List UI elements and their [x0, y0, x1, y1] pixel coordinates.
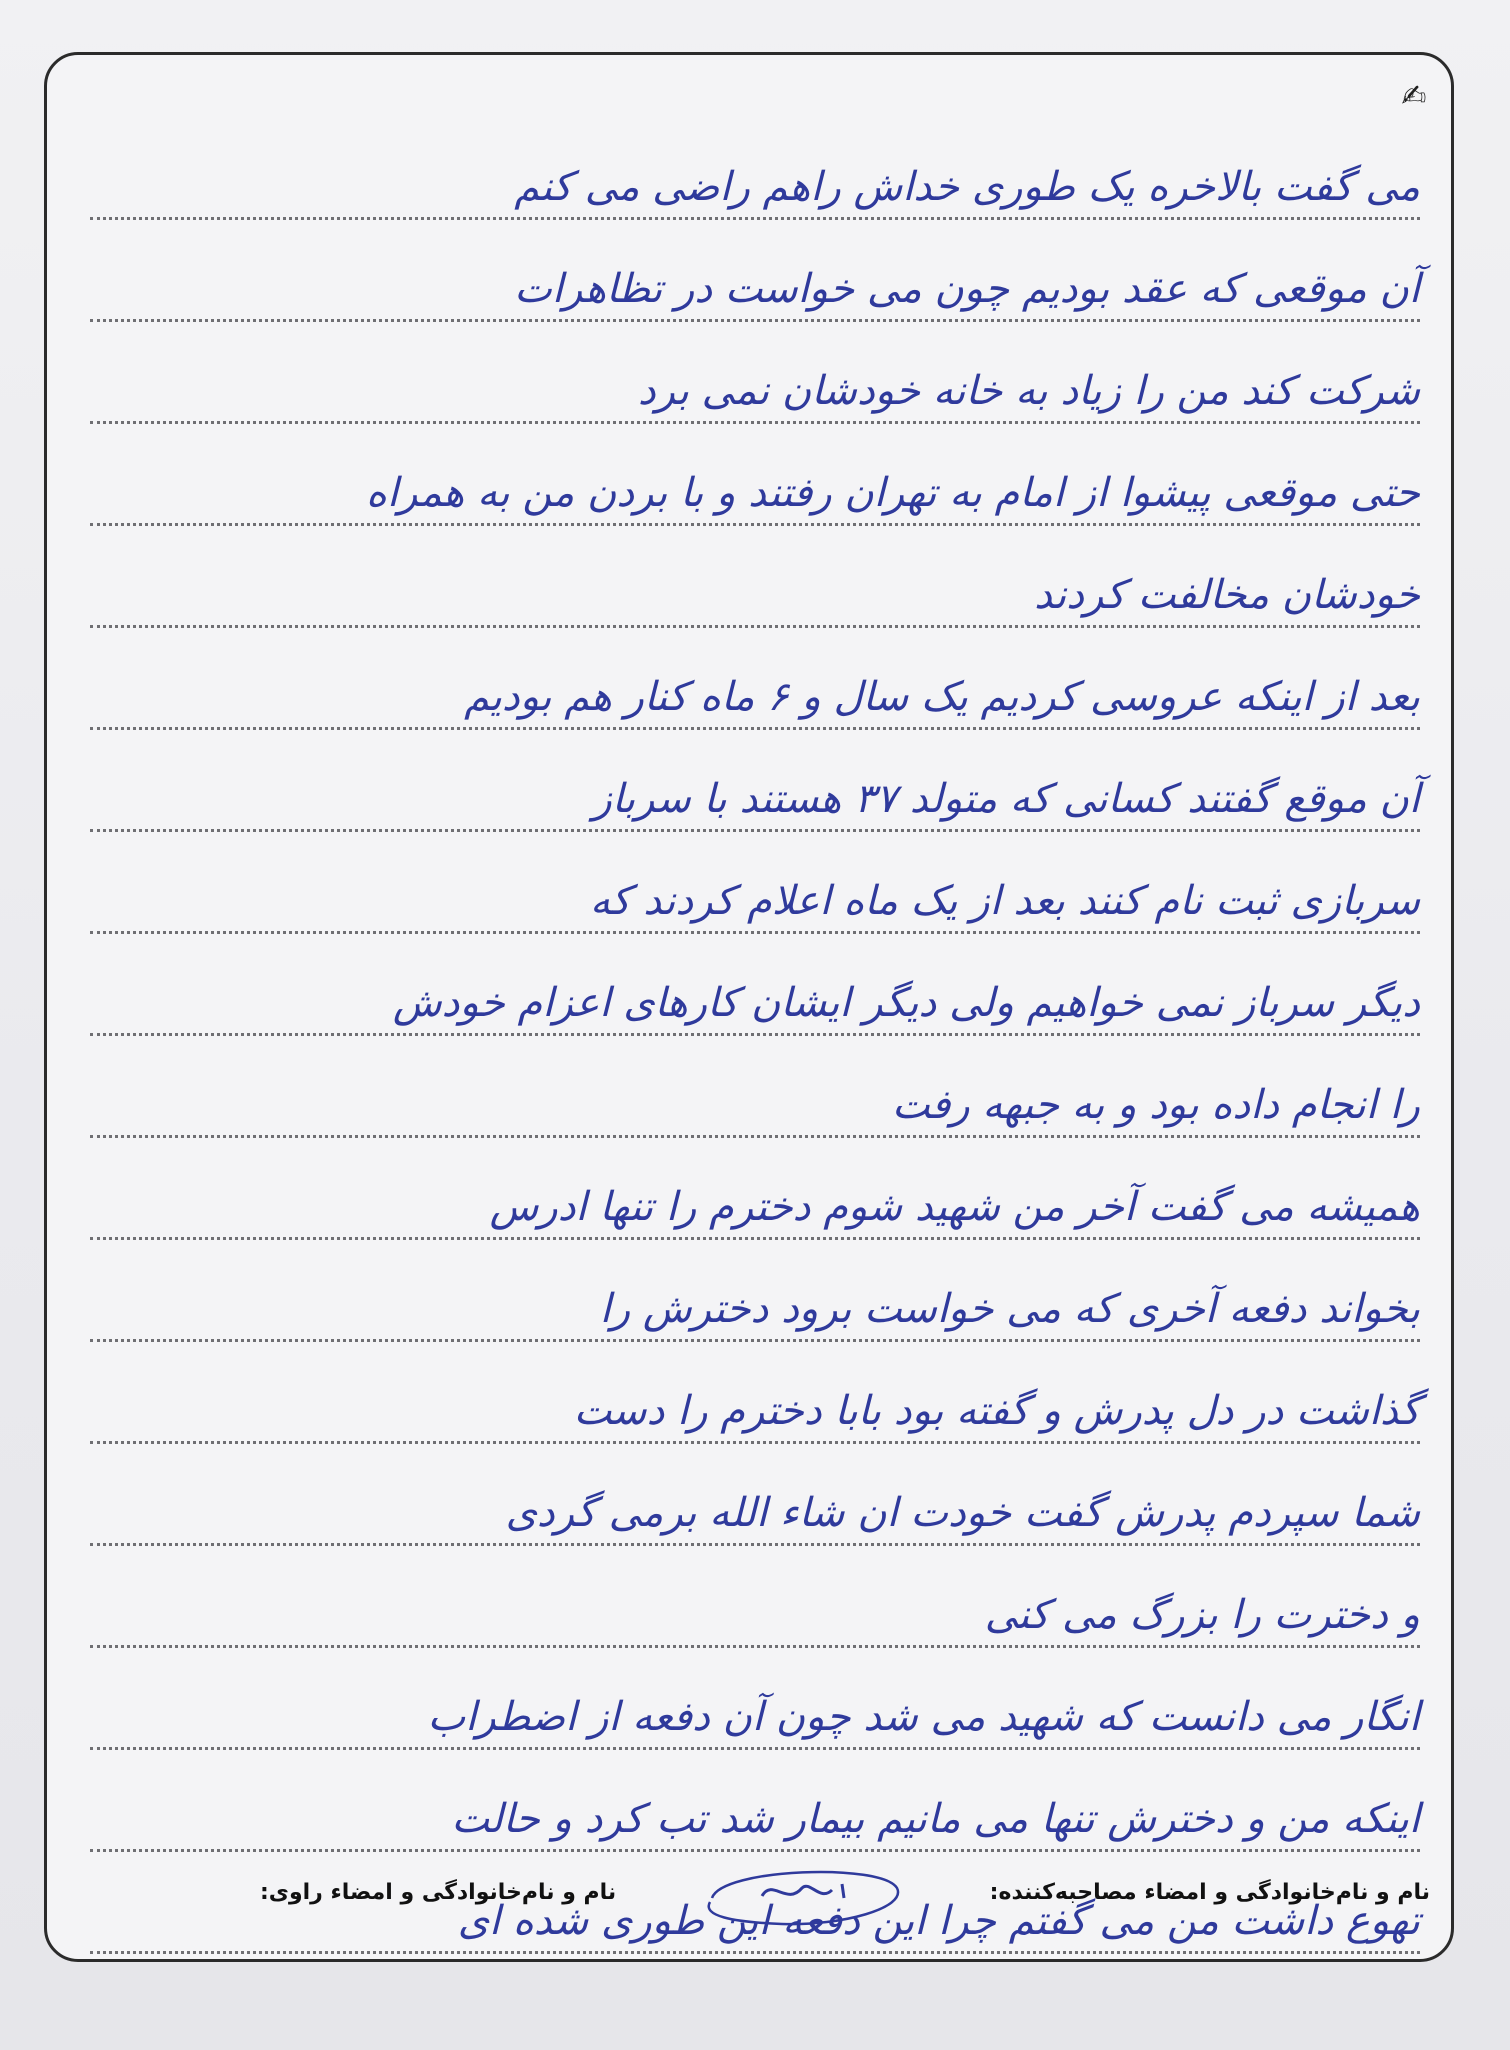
interviewer-signature	[692, 1858, 912, 1928]
handwritten-line	[90, 322, 1420, 424]
handwritten-line-text: انگار می دانست که شهید می شد چون آن دفعه از اضطراب	[427, 1694, 1420, 1740]
handwritten-line-text: آن موقع گفتند کسانی که متولد ۳۷ هستند با سرباز	[592, 776, 1420, 822]
handwritten-line-text: می گفت بالاخره یک طوری خداش راهم راضی می کنم	[514, 164, 1420, 210]
handwritten-line	[90, 1036, 1420, 1138]
handwritten-line	[90, 1138, 1420, 1240]
handwritten-line-text: اینکه من و دخترش تنها می مانیم بیمار شد تب کرد و حالت	[451, 1796, 1420, 1842]
interviewer-signature-label: نام و نام‌خانوادگی و امضاء مصاحبه‌کننده:	[989, 1880, 1430, 1905]
signature-footer	[80, 1868, 1430, 1928]
handwritten-line-text: بخواند دفعه آخری که می خواست برود دخترش را	[599, 1286, 1420, 1332]
handwritten-line	[90, 424, 1420, 526]
handwritten-line-text: تهوع داشت من می گفتم چرا این دفعه این طوری شده ای	[457, 1898, 1420, 1944]
narrator-signature-label: نام و نام‌خانوادگی و امضاء راوی:	[260, 1880, 617, 1905]
handwritten-line-text: همیشه می گفت آخر من شهید شوم دخترم را تنها ادرس	[489, 1184, 1420, 1230]
handwritten-line	[90, 526, 1420, 628]
writing-hand-icon: ✍	[1401, 79, 1427, 114]
handwritten-line	[90, 220, 1420, 322]
handwritten-line-text: را انجام داده بود و به جبهه رفت	[891, 1082, 1420, 1128]
handwritten-line-text: سربازی ثبت نام کنند بعد از یک ماه اعلام کردند که	[590, 878, 1420, 924]
handwritten-line	[90, 832, 1420, 934]
handwritten-line	[90, 934, 1420, 1036]
handwritten-line-text: و دخترت را بزرگ می کنی	[984, 1592, 1420, 1638]
handwritten-line-text: گذاشت در دل پدرش و گفته بود بابا دخترم را دست	[573, 1388, 1420, 1434]
handwritten-line	[90, 1750, 1420, 1852]
handwritten-line-text: خودشان مخالفت کردند	[1034, 572, 1420, 618]
handwritten-text-area	[90, 118, 1420, 1954]
handwritten-line	[90, 628, 1420, 730]
handwritten-line	[90, 1240, 1420, 1342]
handwritten-line	[90, 1648, 1420, 1750]
handwritten-line	[90, 118, 1420, 220]
handwritten-line-text: بعد از اینکه عروسی کردیم یک سال و ۶ ماه کنار هم بودیم	[464, 674, 1420, 720]
handwritten-line-text: آن موقعی که عقد بودیم چون می خواست در تظاهرات	[514, 266, 1420, 312]
handwritten-line	[90, 1342, 1420, 1444]
handwritten-line-text: شما سپردم پدرش گفت خودت ان شاء الله برمی گردی	[505, 1490, 1420, 1536]
handwritten-line-text: دیگر سرباز نمی خواهیم ولی دیگر ایشان کارهای اعزام خودش	[392, 980, 1420, 1026]
handwritten-line	[90, 1444, 1420, 1546]
handwritten-line-text: حتی موقعی پیشوا از امام به تهران رفتند و با بردن من به همراه	[366, 470, 1420, 516]
handwritten-line	[90, 1546, 1420, 1648]
handwritten-line-text: شرکت کند من را زیاد به خانه خودشان نمی برد	[637, 368, 1420, 414]
handwritten-line	[90, 730, 1420, 832]
